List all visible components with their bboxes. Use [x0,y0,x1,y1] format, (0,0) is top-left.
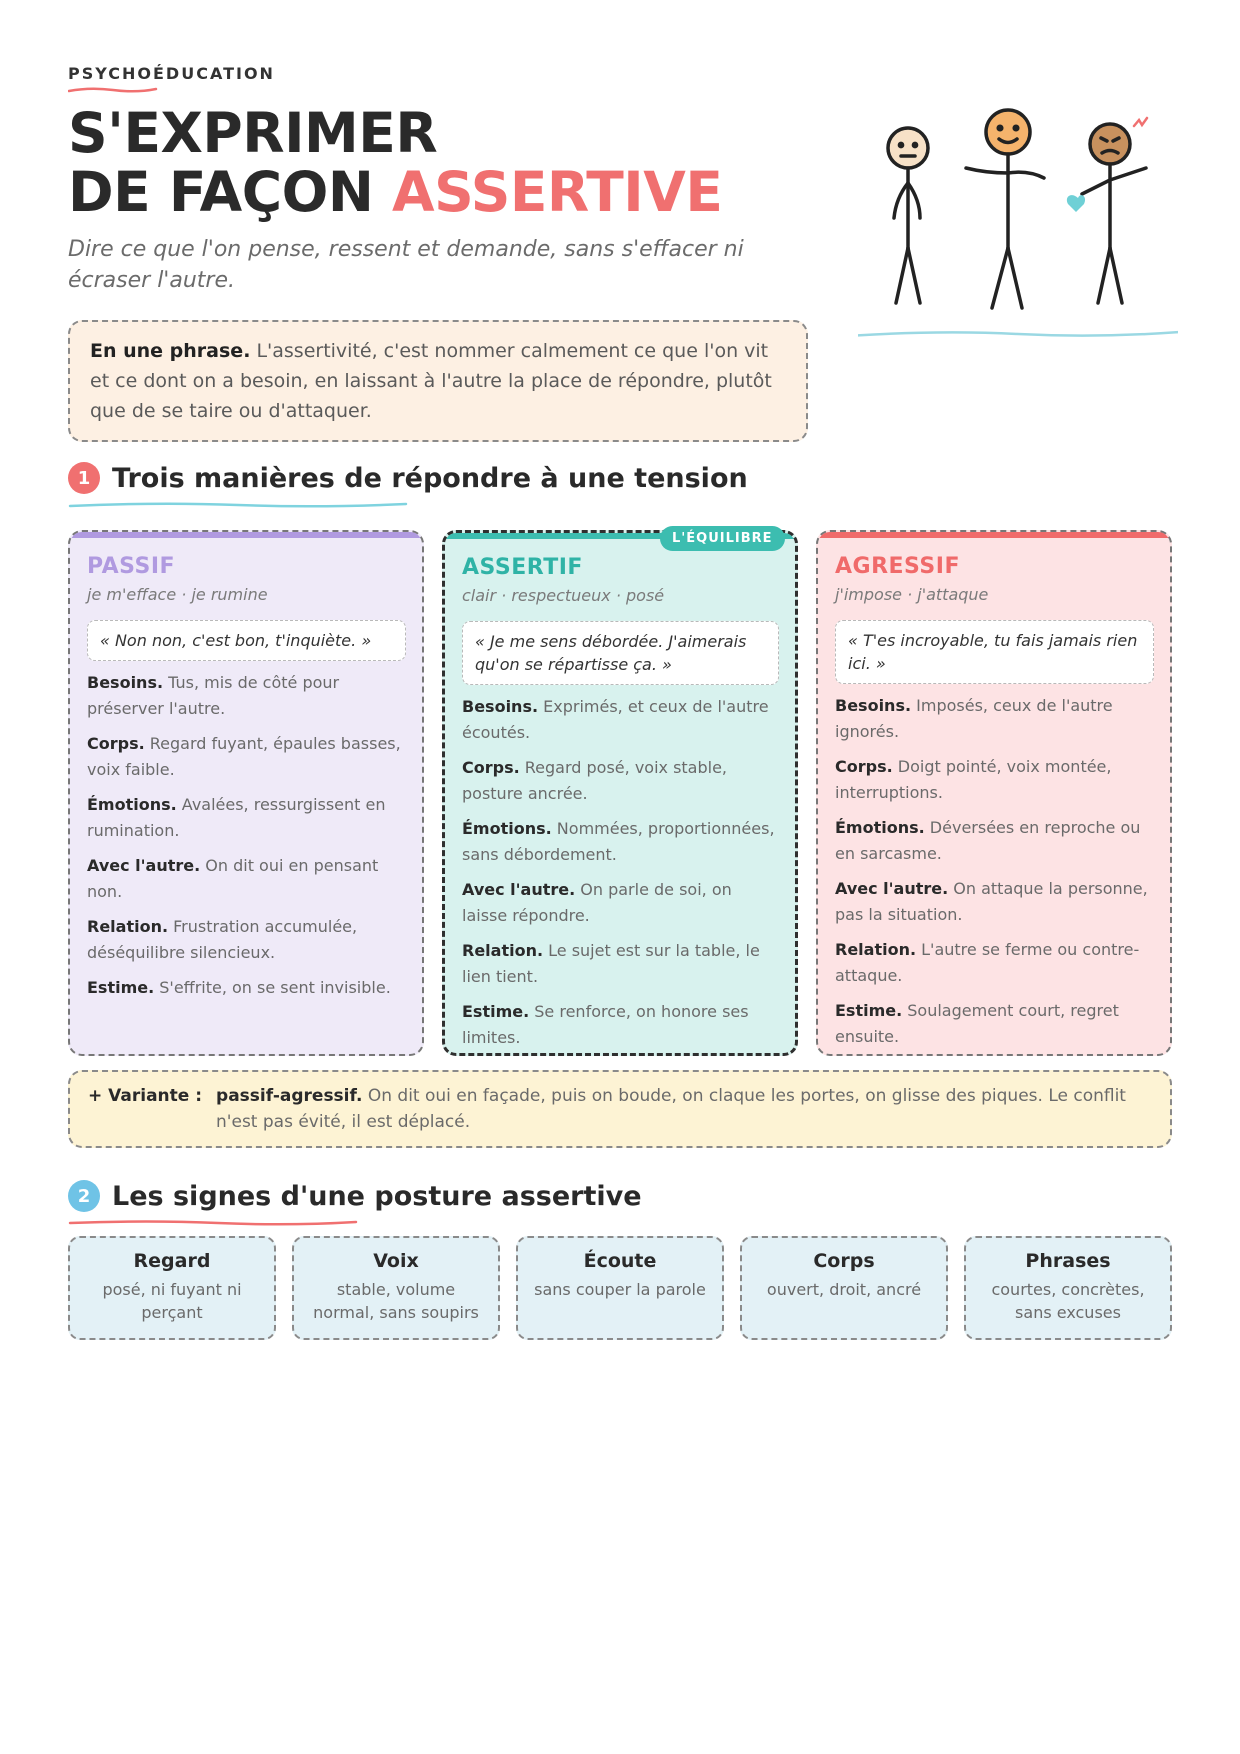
card-quote: « T'es incroyable, tu fais jamais rien ici. » [835,620,1154,684]
sign-title: Écoute [583,1250,657,1272]
variant-box [68,1070,1172,1148]
card-title: ASSERTIF [462,555,583,580]
card-quote: « Je me sens débordée. J'aimerais qu'on se répartisse ça. » [462,621,779,685]
sign-title: Regard [133,1250,211,1272]
response-styles-cards [68,530,1172,1056]
card-item: Émotions. Nommées, proportionnées, sans débordement. [462,819,775,864]
sign-card [68,1236,276,1340]
passive-figure-icon [888,128,928,303]
sign-title: Voix [373,1250,419,1272]
section-1-title: Trois manières de répondre à une tension [112,462,748,494]
balance-badge: L'ÉQUILIBRE [660,526,785,551]
card-item: Relation. L'autre se ferme ou contre-attaque. [835,940,1140,985]
card-item: Relation. Frustration accumulée, déséquilibre silencieux. [87,917,358,962]
sign-desc: posé, ni fuyant ni perçant [102,1280,242,1322]
eyebrow-underline [68,86,158,94]
card-item: Corps. Regard posé, voix stable, posture ancrée. [462,758,728,803]
card-item: Besoins. Exprimés, et ceux de l'autre écoutés. [462,697,769,742]
summary-label: En une phrase. [90,340,251,362]
card-agressif [816,530,1172,1056]
card-item: Avec l'autre. On dit oui en pensant non. [87,856,379,901]
ground-line [858,332,1178,336]
card-item: Besoins. Imposés, ceux de l'autre ignorés. [835,696,1113,741]
heart-icon [1067,195,1085,212]
summary-text: L'assertivité, c'est nommer calmement ce que l'on vit et ce dont on a besoin, en laissant à l'autre la place de répondre, plutôt que de se taire ou d'attaquer. [90,340,772,422]
sign-desc: stable, volume normal, sans soupirs [313,1280,479,1322]
assertive-figure-icon [966,110,1044,308]
card-item: Émotions. Avalées, ressurgissent en rumination. [87,795,386,840]
sign-desc: sans couper la parole [534,1280,706,1299]
card-tagline: j'impose · j'attaque [835,585,989,604]
section-2-heading [68,1180,642,1212]
card-passif [68,530,424,1056]
card-item: Corps. Regard fuyant, épaules basses, voix faible. [87,734,401,779]
section-1-underline [68,500,408,510]
sign-desc: ouvert, droit, ancré [766,1280,922,1299]
page-title [68,101,723,224]
eyebrow: PSYCHOÉDUCATION [68,64,275,83]
card-title: AGRESSIF [835,554,960,579]
card-assertif [442,530,798,1056]
summary-box [68,320,808,442]
variant-label: + Variante : [88,1086,203,1106]
title-line1: S'EXPRIMER [68,101,438,165]
sign-card [292,1236,500,1340]
card-tagline: clair · respectueux · posé [462,586,665,605]
card-item: Avec l'autre. On attaque la personne, pas la situation. [835,879,1148,924]
sign-card [964,1236,1172,1340]
card-item: Corps. Doigt pointé, voix montée, interruptions. [835,757,1112,802]
card-item: Besoins. Tus, mis de côté pour préserver l'autre. [87,673,340,718]
number-badge-1: 1 [68,462,100,494]
card-quote: « Non non, c'est bon, t'inquiète. » [87,620,406,661]
subtitle: Dire ce que l'on pense, ressent et demande, sans s'effacer ni écraser l'autre. [68,237,744,293]
three-stick-figures-illustration [858,108,1178,348]
card-item: Estime. Soulagement court, regret ensuite. [835,1001,1119,1046]
card-item: Relation. Le sujet est sur la table, le lien tient. [462,941,760,986]
assertive-signs [68,1236,1172,1340]
card-tagline: je m'efface · je rumine [87,585,268,604]
section-1-heading [68,462,748,494]
card-item: Estime. S'effrite, on se sent invisible. [87,978,391,997]
title-accent: ASSERTIVE [392,160,723,224]
section-2-title: Les signes d'une posture assertive [112,1180,642,1212]
sign-card [516,1236,724,1340]
sign-card [740,1236,948,1340]
sign-title: Corps [813,1250,875,1272]
variant-text: passif-agressif. On dit oui en façade, puis on boude, on claque les portes, on glisse des piques. Le conflit n'est pas évité, il est déplacé. [216,1086,1126,1132]
title-line2-prefix: DE FAÇON [68,160,392,224]
card-item: Avec l'autre. On parle de soi, on laisse répondre. [462,880,732,925]
sign-desc: courtes, concrètes, sans excuses [991,1280,1145,1322]
section-2-underline [68,1218,358,1228]
card-item: Estime. Se renforce, on honore ses limites. [462,1002,749,1047]
aggressive-figure-icon [1082,118,1147,303]
card-item: Émotions. Déversées en reproche ou en sarcasme. [835,818,1141,863]
card-title: PASSIF [87,554,176,579]
sign-title: Phrases [1025,1250,1111,1272]
number-badge-2: 2 [68,1180,100,1212]
